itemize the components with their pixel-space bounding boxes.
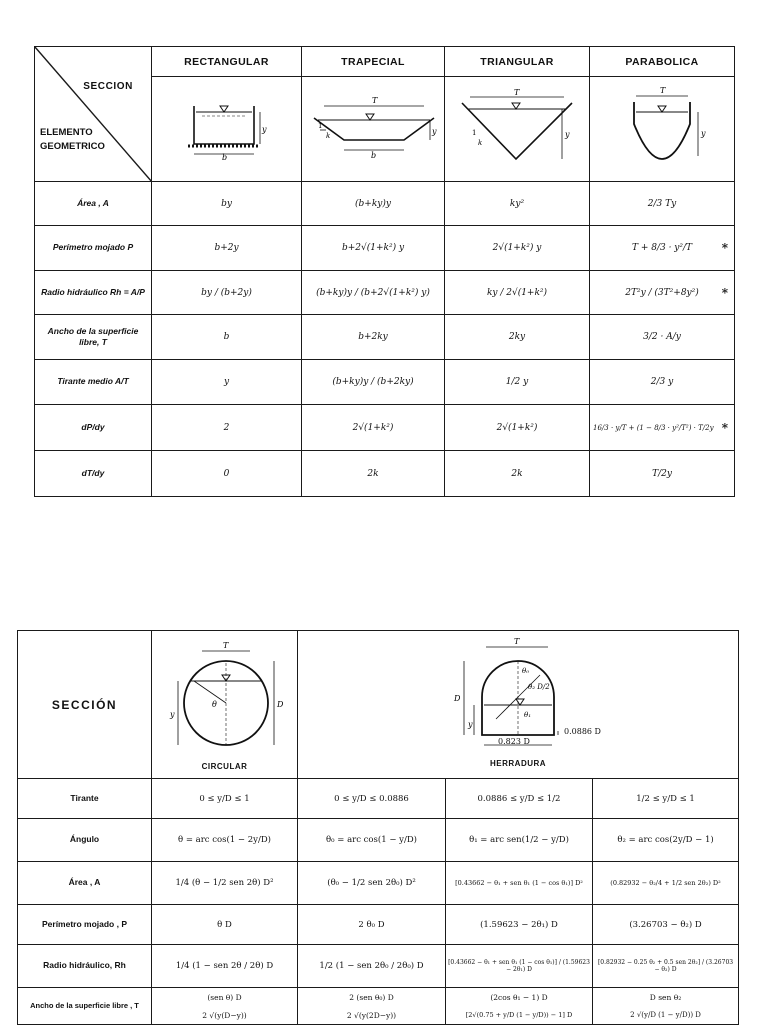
circular-section-diagram bbox=[152, 631, 298, 779]
tirante-herradura-1: 0 ≤ y/D ≤ 0.0886 bbox=[298, 779, 446, 819]
ancho-alt-herradura-1: 2 √(y(2D−y)) bbox=[298, 1007, 446, 1025]
svg-text:1: 1 bbox=[471, 128, 476, 137]
ancho-trapecial: b+2ky bbox=[302, 315, 445, 360]
col-header-rectangular: RECTANGULAR bbox=[152, 47, 302, 77]
tirante-medio-parabolica bbox=[590, 360, 735, 405]
svg-text:y: y bbox=[432, 126, 437, 136]
row-label-tirante-medio: Tirante medio A/T bbox=[35, 360, 152, 405]
radio-trapecial: (b+ky)y / (b+2√(1+k²) y) bbox=[302, 271, 445, 315]
row-label-tirante: Tirante bbox=[18, 779, 152, 819]
col-header-triangular: TRIANGULAR bbox=[445, 47, 590, 77]
ancho-rectangular: b bbox=[152, 315, 302, 360]
herradura-caption: HERRADURA bbox=[490, 758, 547, 768]
row-label-ancho-superficie: Ancho de la superficie libre , T bbox=[18, 988, 152, 1025]
perimetro-herradura-3: (3.26703 − θ₂) D bbox=[593, 905, 739, 945]
note-asterisk: * bbox=[721, 241, 728, 255]
perimetro-triangular: 2√(1+k²) y bbox=[445, 226, 590, 271]
svg-text:θ₁: θ₁ bbox=[524, 710, 532, 719]
seccion-header-label: SECCION bbox=[83, 81, 133, 92]
horseshoe-side-dimension: 0.0886 D bbox=[564, 726, 601, 736]
circular-conduit-drawing bbox=[160, 639, 290, 757]
svg-text:D: D bbox=[454, 693, 461, 703]
radio-parabolica-formula: 2T²y / (3T²+8y²) bbox=[625, 287, 699, 298]
geometrico-label: GEOMETRICO bbox=[40, 141, 105, 153]
tirante-medio-triangular: 1/2 y bbox=[445, 360, 590, 405]
dtdy-triangular: 2k bbox=[445, 451, 590, 497]
perimetro-parabolica bbox=[590, 226, 735, 271]
row-label-angulo: Ángulo bbox=[18, 819, 152, 862]
svg-text:θ₂ D/2: θ₂ D/2 bbox=[528, 682, 550, 691]
col-header-parabolica: PARABOLICA bbox=[590, 47, 735, 77]
triangular-section-diagram bbox=[445, 77, 590, 182]
parabolic-section-diagram bbox=[590, 77, 735, 182]
dtdy-rectangular: 0 bbox=[152, 451, 302, 497]
area-herradura-3: (0.82932 − θ₂/4 + 1/2 sen 2θ₂) D² bbox=[593, 862, 739, 905]
row-label-perimetro-mojado: Perímetro mojado , P bbox=[18, 905, 152, 945]
row-label-dp-dy: dP/dy bbox=[35, 405, 152, 451]
geometric-elements-table-closed-conduits bbox=[17, 630, 739, 1025]
circular-caption: CIRCULAR bbox=[201, 761, 248, 771]
row-label-ancho-superficie: Ancho de la superficie libre, T bbox=[35, 315, 152, 360]
radio-herradura-1: 1/2 (1 − sen 2θ₀ / 2θ₀) D bbox=[298, 945, 446, 988]
area-parabolica bbox=[590, 182, 735, 226]
svg-text:k: k bbox=[477, 138, 482, 147]
svg-text:T: T bbox=[372, 95, 378, 105]
trapezoidal-section-diagram bbox=[302, 77, 445, 182]
svg-text:T: T bbox=[514, 636, 520, 646]
svg-text:k: k bbox=[326, 131, 331, 140]
dpdy-parabolica bbox=[590, 405, 735, 451]
row-label-perimetro-mojado: Perímetro mojado P bbox=[35, 226, 152, 271]
col-header-trapecial: TRAPECIAL bbox=[302, 47, 445, 77]
ancho-circular: (sen θ) D bbox=[152, 988, 298, 1007]
angulo-herradura-3: θ₂ = arc cos(2y/D − 1) bbox=[593, 819, 739, 862]
row-label-radio-hidraulico: Radio hidráulico, Rh bbox=[18, 945, 152, 988]
svg-text:y: y bbox=[261, 124, 267, 134]
ancho-triangular: 2ky bbox=[445, 315, 590, 360]
svg-text:1: 1 bbox=[318, 121, 323, 130]
horseshoe-bottom-dimension: 0.823 D bbox=[498, 736, 530, 746]
area-triangular: ky² bbox=[445, 182, 590, 226]
tirante-herradura-3: 1/2 ≤ y/D ≤ 1 bbox=[593, 779, 739, 819]
ancho-alt-herradura-3: 2 √(y/D (1 − y/D)) D bbox=[593, 1007, 739, 1025]
radio-circular: 1/4 (1 − sen 2θ / 2θ) D bbox=[152, 945, 298, 988]
angulo-circular: θ = arc cos(1 − 2y/D) bbox=[152, 819, 298, 862]
svg-text:b: b bbox=[371, 150, 377, 160]
section-element-header-cell bbox=[35, 47, 152, 182]
radio-rectangular: by / (b+2y) bbox=[152, 271, 302, 315]
svg-text:y: y bbox=[169, 709, 175, 719]
rectangular-section-diagram bbox=[152, 77, 302, 182]
radio-triangular: ky / 2√(1+k²) bbox=[445, 271, 590, 315]
perimetro-herradura-1: 2 θ₀ D bbox=[298, 905, 446, 945]
svg-text:θ₀: θ₀ bbox=[522, 666, 530, 675]
trapezoidal-channel-drawing bbox=[304, 92, 444, 162]
svg-text:T: T bbox=[513, 87, 519, 97]
tirante-herradura-2: 0.0886 ≤ y/D ≤ 1/2 bbox=[446, 779, 593, 819]
radio-herradura-2: [0.43662 − θ₁ + sen θ₁ (1 − cos θ₁)] / (1.59623 − 2θ₁) D bbox=[446, 945, 593, 988]
perimetro-rectangular: b+2y bbox=[152, 226, 302, 271]
row-label-area: Área , A bbox=[18, 862, 152, 905]
angulo-herradura-2: θ₁ = arc sen(1/2 − y/D) bbox=[446, 819, 593, 862]
area-rectangular: by bbox=[152, 182, 302, 226]
svg-text:θ: θ bbox=[211, 699, 217, 709]
ancho-herradura-1: 2 (sen θ₀) D bbox=[298, 988, 446, 1007]
svg-text:y: y bbox=[701, 129, 706, 138]
diagonal-divider bbox=[35, 47, 152, 182]
area-parabolica-formula: 2/3 Ty bbox=[647, 198, 677, 209]
area-herradura-1: (θ₀ − 1/2 sen 2θ₀) D² bbox=[298, 862, 446, 905]
dpdy-parabolica-formula: 16/3 · y/T + (1 − 8/3 · y²/T²) · T/2y bbox=[593, 423, 714, 432]
dtdy-parabolica-formula: T/2y bbox=[652, 468, 672, 479]
dpdy-trapecial: 2√(1+k²) bbox=[302, 405, 445, 451]
svg-text:y: y bbox=[468, 719, 473, 729]
ancho-alt-herradura-2: [2√(0.75 + y/D (1 − y/D)) − 1] D bbox=[446, 1007, 593, 1025]
tirante-medio-parabolica-formula: 2/3 y bbox=[650, 377, 674, 387]
svg-text:b: b bbox=[221, 152, 227, 162]
svg-text:D: D bbox=[276, 699, 283, 709]
svg-text:y: y bbox=[564, 129, 570, 139]
dpdy-rectangular: 2 bbox=[152, 405, 302, 451]
dtdy-parabolica bbox=[590, 451, 735, 497]
elemento-label: ELEMENTO bbox=[40, 127, 93, 138]
ancho-herradura-2: (2cos θ₁ − 1) D bbox=[446, 988, 593, 1007]
area-trapecial: (b+ky)y bbox=[302, 182, 445, 226]
area-circular: 1/4 (θ − 1/2 sen 2θ) D² bbox=[152, 862, 298, 905]
svg-text:T: T bbox=[660, 86, 666, 95]
ancho-alt-circular: 2 √(y(D−y)) bbox=[152, 1007, 298, 1025]
horseshoe-section-diagram bbox=[298, 631, 739, 779]
area-herradura-2: [0.43662 − θ₁ + sen θ₁ (1 − cos θ₁)] D² bbox=[446, 862, 593, 905]
ancho-herradura-3: D sen θ₂ bbox=[593, 988, 739, 1007]
svg-text:T: T bbox=[222, 640, 228, 650]
radio-parabolica bbox=[590, 271, 735, 315]
ancho-parabolica-formula: 3/2 · A/y bbox=[643, 332, 681, 342]
row-label-dt-dy: dT/dy bbox=[35, 451, 152, 497]
tirante-medio-trapecial: (b+ky)y / (b+2ky) bbox=[302, 360, 445, 405]
dpdy-triangular: 2√(1+k²) bbox=[445, 405, 590, 451]
row-label-radio-hidraulico: Radio hidráulico Rh = A/P bbox=[35, 271, 152, 315]
seccion-header-label: SECCIÓN bbox=[18, 631, 152, 779]
note-asterisk: * bbox=[721, 420, 728, 435]
note-asterisk: * bbox=[721, 285, 728, 300]
rectangular-channel-drawing bbox=[172, 92, 282, 162]
perimetro-herradura-2: (1.59623 − 2θ₁) D bbox=[446, 905, 593, 945]
perimetro-trapecial: b+2√(1+k²) y bbox=[302, 226, 445, 271]
row-label-area: Área , A bbox=[35, 182, 152, 226]
elemento-geometrico-header-label bbox=[40, 126, 105, 155]
perimetro-parabolica-formula: T + 8/3 · y²/T bbox=[631, 243, 693, 253]
tirante-medio-rectangular: y bbox=[152, 360, 302, 405]
radio-herradura-3: [0.82932 − 0.25 θ₂ + 0.5 sen 2θ₂] / (3.26703 − θ₂) D bbox=[593, 945, 739, 988]
angulo-herradura-1: θ₀ = arc cos(1 − y/D) bbox=[298, 819, 446, 862]
ancho-parabolica bbox=[590, 315, 735, 360]
triangular-channel-drawing bbox=[450, 87, 585, 167]
dtdy-trapecial: 2k bbox=[302, 451, 445, 497]
tirante-circular: 0 ≤ y/D ≤ 1 bbox=[152, 779, 298, 819]
geometric-elements-table-open-channels bbox=[34, 46, 735, 497]
perimetro-circular: θ D bbox=[152, 905, 298, 945]
parabolic-channel-drawing bbox=[602, 84, 722, 169]
